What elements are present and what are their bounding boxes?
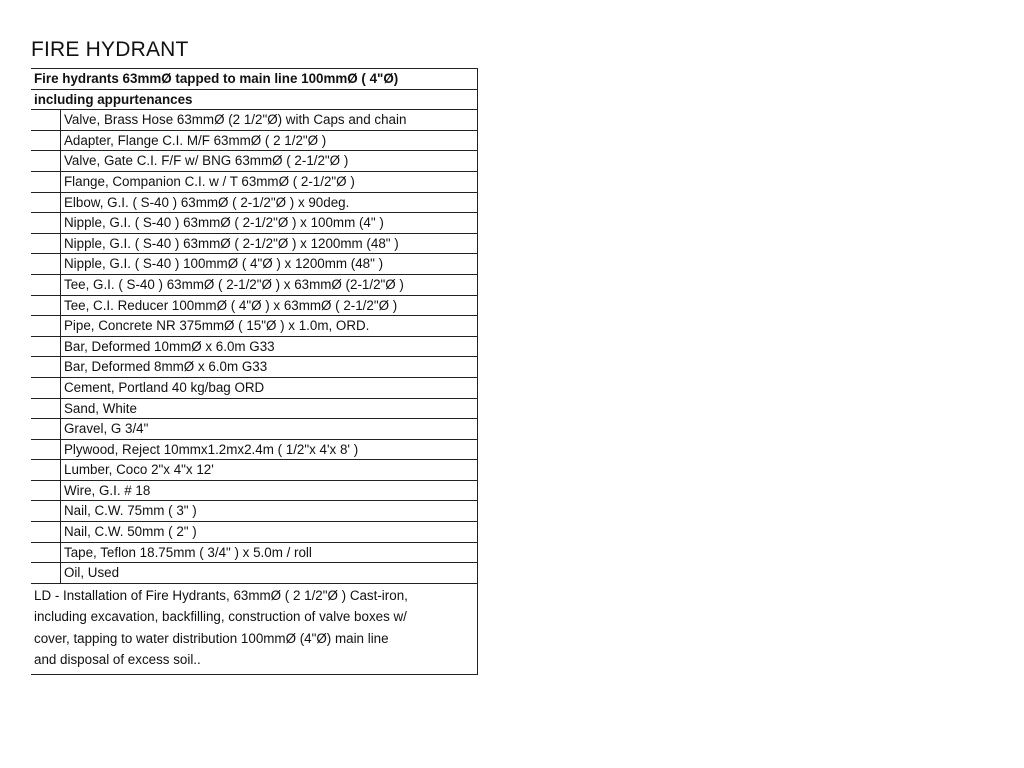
labor-description-line: LD - Installation of Fire Hydrants, 63mmØ ( 2 1/2"Ø ) Cast-iron,	[34, 587, 408, 603]
table-row	[31, 150, 478, 171]
table-row	[31, 562, 478, 583]
material-item: Bar, Deformed 10mmØ x 6.0m G33	[64, 338, 275, 354]
indent-cell	[31, 131, 61, 151]
table-header-line: Fire hydrants 63mmØ tapped to main line 100mmØ ( 4"Ø)	[34, 71, 399, 86]
table-row	[31, 171, 478, 192]
table-row	[31, 418, 478, 439]
material-item: Gravel, G 3/4"	[64, 421, 149, 437]
material-item: Sand, White	[64, 400, 137, 416]
indent-cell	[31, 357, 61, 377]
indent-cell	[31, 501, 61, 521]
material-item: Cement, Portland 40 kg/bag ORD	[64, 379, 265, 395]
indent-cell	[31, 563, 61, 583]
material-item: Tape, Teflon 18.75mm ( 3/4" ) x 5.0m / roll	[64, 544, 312, 560]
material-item: Tee, G.I. ( S-40 ) 63mmØ ( 2-1/2"Ø ) x 63mmØ (2-1/2"Ø )	[64, 276, 404, 292]
table-row	[31, 439, 478, 460]
material-item: Flange, Companion C.I. w / T 63mmØ ( 2-1/2"Ø )	[64, 173, 355, 189]
material-item: Nail, C.W. 50mm ( 2" )	[64, 524, 197, 540]
labor-description	[31, 583, 478, 675]
indent-cell	[31, 440, 61, 460]
material-item: Lumber, Coco 2"x 4"x 12'	[64, 462, 214, 478]
material-item: Valve, Brass Hose 63mmØ (2 1/2"Ø) with Caps and chain	[64, 112, 407, 128]
table-row	[31, 295, 478, 316]
table-row	[31, 398, 478, 419]
material-item: Bar, Deformed 8mmØ x 6.0m G33	[64, 359, 268, 375]
indent-cell	[31, 254, 61, 274]
table-header-row	[31, 68, 478, 89]
table-row	[31, 336, 478, 357]
indent-cell	[31, 151, 61, 171]
material-item: Nipple, G.I. ( S-40 ) 100mmØ ( 4"Ø ) x 1200mm (48" )	[64, 256, 384, 272]
table-row	[31, 315, 478, 336]
material-item: Nipple, G.I. ( S-40 ) 63mmØ ( 2-1/2"Ø ) x 100mm (4" )	[64, 215, 384, 231]
material-item: Pipe, Concrete NR 375mmØ ( 15"Ø ) x 1.0m, ORD.	[64, 318, 370, 334]
materials-table	[31, 68, 478, 675]
table-row	[31, 212, 478, 233]
labor-description-line: cover, tapping to water distribution 100mmØ (4"Ø) main line	[34, 630, 389, 646]
indent-cell	[31, 172, 61, 192]
table-row	[31, 253, 478, 274]
table-header-line: including appurtenances	[34, 91, 193, 107]
indent-cell	[31, 399, 61, 419]
material-item: Nail, C.W. 75mm ( 3" )	[64, 503, 197, 519]
indent-cell	[31, 460, 61, 480]
table-row	[31, 521, 478, 542]
page-title: FIRE HYDRANT	[31, 38, 189, 61]
table-row	[31, 459, 478, 480]
table-row	[31, 377, 478, 398]
table-row	[31, 542, 478, 563]
indent-cell	[31, 110, 61, 130]
table-row	[31, 480, 478, 501]
indent-cell	[31, 234, 61, 254]
table-row	[31, 233, 478, 254]
indent-cell	[31, 316, 61, 336]
material-item: Oil, Used	[64, 565, 120, 581]
indent-cell	[31, 543, 61, 563]
table-row	[31, 274, 478, 295]
indent-cell	[31, 193, 61, 213]
material-item: Valve, Gate C.I. F/F w/ BNG 63mmØ ( 2-1/2"Ø )	[64, 153, 349, 169]
materials-list	[31, 109, 478, 583]
labor-description-line: and disposal of excess soil..	[34, 652, 201, 668]
indent-cell	[31, 337, 61, 357]
indent-cell	[31, 522, 61, 542]
material-item: Nipple, G.I. ( S-40 ) 63mmØ ( 2-1/2"Ø ) x 1200mm (48" )	[64, 235, 399, 251]
table-row	[31, 500, 478, 521]
indent-cell	[31, 419, 61, 439]
indent-cell	[31, 378, 61, 398]
table-row	[31, 192, 478, 213]
indent-cell	[31, 481, 61, 501]
material-item: Adapter, Flange C.I. M/F 63mmØ ( 2 1/2"Ø )	[64, 132, 327, 148]
table-row	[31, 109, 478, 130]
indent-cell	[31, 296, 61, 316]
material-item: Plywood, Reject 10mmx1.2mx2.4m ( 1/2"x 4'x 8' )	[64, 441, 359, 457]
material-item: Wire, G.I. # 18	[64, 482, 151, 498]
table-header-row	[31, 89, 478, 110]
indent-cell	[31, 275, 61, 295]
material-item: Tee, C.I. Reducer 100mmØ ( 4"Ø ) x 63mmØ ( 2-1/2"Ø )	[64, 297, 398, 313]
material-item: Elbow, G.I. ( S-40 ) 63mmØ ( 2-1/2"Ø ) x 90deg.	[64, 194, 350, 210]
table-row	[31, 130, 478, 151]
labor-description-line: including excavation, backfilling, construction of valve boxes w/	[34, 609, 407, 625]
indent-cell	[31, 213, 61, 233]
table-row	[31, 356, 478, 377]
